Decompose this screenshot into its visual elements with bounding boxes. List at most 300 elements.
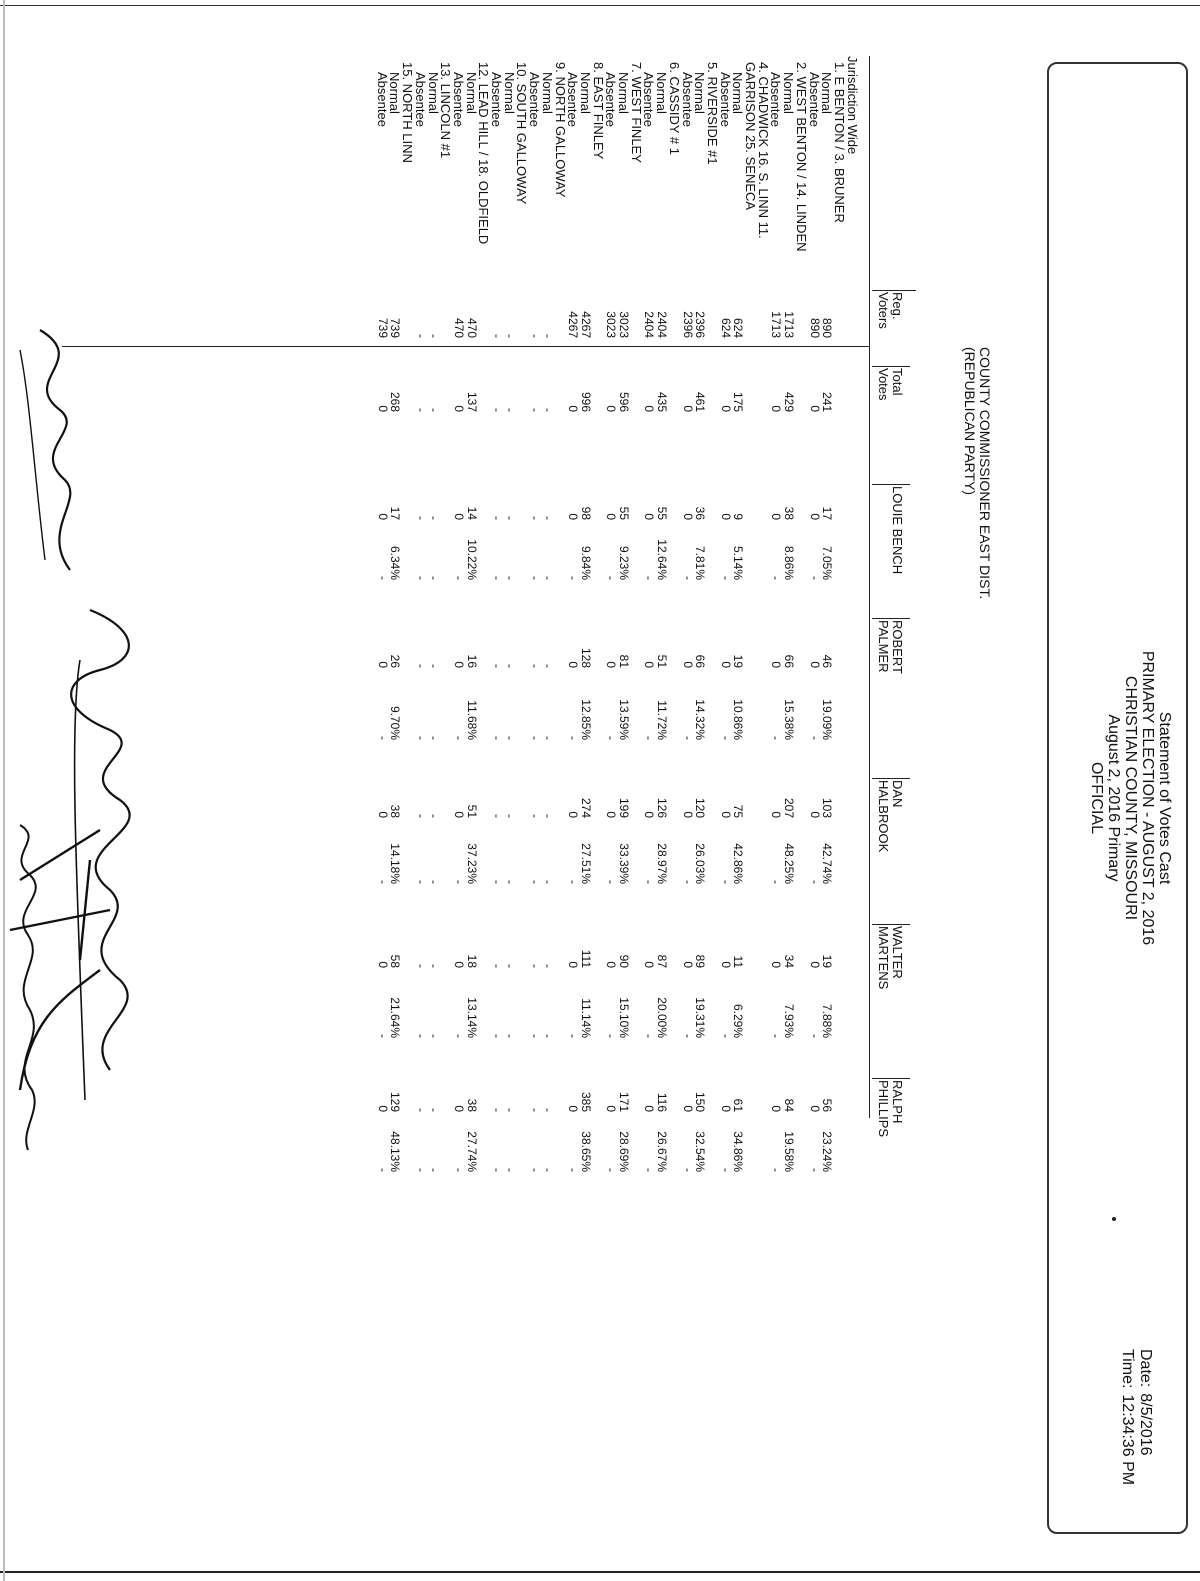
candidate-votes-cell: 0 [452, 513, 466, 520]
signature-robert-halbrook [5, 320, 100, 580]
candidate-percent-cell: - [680, 1168, 695, 1172]
candidate-percent-cell: - [769, 576, 784, 580]
vote-type-label: Normal [501, 72, 517, 114]
candidate-votes-cell: - [426, 1108, 441, 1112]
candidate-votes-cell: 0 [642, 961, 657, 968]
vote-type-label: Absentee [489, 72, 505, 127]
reg-voters-cell: 2404 [655, 311, 670, 338]
candidate-votes-cell: - [502, 664, 517, 668]
reg-voters-cell: 890 [820, 317, 835, 338]
candidate-percent-cell: - [718, 576, 733, 580]
candidate-votes-cell: - [540, 1108, 555, 1112]
col-header-walter-martens [876, 926, 904, 989]
col-header-ralph-phillips-line2: PHILLIPS [876, 1080, 891, 1138]
vote-type-label: Normal [781, 72, 797, 114]
candidate-percent-cell: - [413, 1034, 428, 1038]
candidate-percent-cell: 37.23% [464, 843, 479, 884]
candidate-votes-cell: 0 [566, 961, 581, 968]
reg-voters-cell: 739 [375, 317, 390, 338]
candidate-votes-cell: 0 [642, 811, 657, 818]
candidate-percent-cell: 19.09% [820, 699, 835, 740]
candidate-percent-cell: 28.69% [617, 1131, 632, 1172]
candidate-percent-cell: - [718, 1168, 733, 1172]
candidate-votes-cell: - [490, 664, 505, 668]
candidate-votes-cell: 0 [807, 811, 822, 818]
candidate-percent-cell: - [413, 1168, 428, 1172]
candidate-votes-cell: 0 [807, 513, 822, 520]
precinct-label: 12. LEAD HILL / 18. OLDFIELD [476, 62, 492, 245]
candidate-votes-cell: 38 [782, 506, 797, 520]
total-votes-cell: 0 [566, 405, 581, 412]
total-votes-cell: 0 [604, 405, 619, 412]
candidate-percent-cell: - [452, 1168, 466, 1172]
candidate-percent-cell: 6.34% [388, 545, 403, 580]
col-header-louie-bench-name: LOUIE BENCH [890, 486, 905, 575]
col-header-ralph-phillips-line1: RALPH [890, 1080, 905, 1124]
candidate-votes-cell: 51 [655, 654, 670, 668]
candidate-percent-cell: 12.64% [655, 539, 670, 580]
candidate-votes-cell: 120 [693, 797, 708, 818]
candidate-votes-cell: 0 [680, 1105, 695, 1112]
candidate-percent-cell: 11.14% [579, 998, 593, 1038]
candidate-votes-cell: 0 [604, 513, 619, 520]
col-divider [872, 484, 910, 485]
candidate-percent-cell: 13.14% [464, 997, 479, 1038]
candidate-percent-cell: 10.22% [464, 539, 479, 580]
candidate-percent-cell: - [718, 736, 733, 740]
candidate-votes-cell: 0 [718, 661, 733, 668]
total-votes-cell: 0 [452, 405, 466, 412]
candidate-percent-cell: 32.54% [693, 1131, 708, 1172]
candidate-percent-cell: - [426, 1034, 441, 1038]
election-date: August 2, 2016 Primary [1105, 714, 1122, 882]
candidate-votes-cell: 9 [731, 513, 746, 520]
candidate-percent-cell: - [566, 1168, 581, 1172]
candidate-percent-cell: 42.86% [731, 843, 746, 884]
candidate-percent-cell: - [807, 880, 822, 884]
candidate-percent-cell: - [807, 1034, 822, 1038]
candidate-percent-cell: - [502, 1034, 517, 1038]
candidate-votes-cell: - [502, 516, 517, 520]
candidate-votes-cell: 75 [731, 804, 746, 818]
candidate-votes-cell: 66 [782, 654, 797, 668]
candidate-percent-cell: 13.59% [617, 699, 632, 740]
candidate-votes-cell: - [426, 814, 441, 818]
candidate-percent-cell: - [540, 880, 555, 884]
candidate-percent-cell: 10.86% [731, 699, 746, 740]
candidate-percent-cell: - [807, 1168, 822, 1172]
vote-type-label: Absentee [527, 72, 543, 127]
reg-voters-cell: 2404 [642, 311, 657, 338]
candidate-percent-cell: 20.00% [655, 997, 670, 1038]
candidate-percent-cell: - [502, 736, 517, 740]
total-votes-cell: - [413, 408, 428, 412]
candidate-votes-cell: 0 [769, 513, 784, 520]
precinct-label: GARRISON 25. SENECA [743, 62, 759, 211]
candidate-votes-cell: 0 [604, 961, 619, 968]
candidate-percent-cell: 7.05% [820, 545, 835, 580]
reg-voters-cell: 4267 [579, 311, 593, 338]
reg-voters-cell: 2396 [680, 311, 695, 338]
candidate-votes-cell: - [528, 516, 543, 520]
vote-type-label: Absentee [717, 72, 733, 127]
col-divider [872, 924, 910, 925]
vote-type-label: Absentee [374, 72, 390, 127]
candidate-votes-cell: - [413, 964, 428, 968]
date-label: Date: [1137, 1349, 1154, 1388]
col-header-walter-martens-line1: WALTER [890, 926, 905, 979]
candidate-votes-cell: 14 [464, 506, 479, 520]
candidate-votes-cell: 61 [731, 1098, 746, 1112]
candidate-votes-cell: 0 [452, 661, 466, 668]
candidate-percent-cell: - [426, 576, 441, 580]
candidate-votes-cell: 0 [807, 961, 822, 968]
candidate-percent-cell: - [452, 576, 466, 580]
col-divider [872, 366, 910, 367]
reg-voters-cell: - [426, 334, 441, 338]
col-divider [872, 778, 910, 779]
candidate-votes-cell: - [426, 516, 441, 520]
candidate-votes-cell: 0 [680, 811, 695, 818]
candidate-percent-cell: - [680, 736, 695, 740]
candidate-votes-cell: 0 [566, 661, 581, 668]
vote-type-label: Normal [463, 72, 479, 114]
candidate-percent-cell: - [540, 1168, 555, 1172]
candidate-percent-cell: - [718, 1034, 733, 1038]
candidate-percent-cell: 27.51% [579, 843, 593, 884]
total-votes-cell: 0 [807, 405, 822, 412]
report-time [1119, 1349, 1135, 1485]
col-header-reg-line1: Reg. [890, 292, 905, 320]
vote-type-label: Normal [539, 72, 555, 114]
candidate-votes-cell: - [540, 814, 555, 818]
candidate-votes-cell: - [502, 1108, 517, 1112]
candidate-votes-cell: 55 [655, 506, 670, 520]
col-header-ralph-phillips [876, 1080, 904, 1137]
candidate-votes-cell: 0 [375, 811, 390, 818]
candidate-votes-cell: - [413, 664, 428, 668]
candidate-percent-cell: - [807, 576, 822, 580]
table-left-rule [62, 346, 870, 347]
reg-voters-cell: 1713 [782, 311, 797, 338]
candidate-percent-cell: - [642, 736, 657, 740]
candidate-percent-cell: 5.14% [731, 545, 746, 580]
candidate-votes-cell: 0 [769, 1105, 784, 1112]
candidate-percent-cell: 48.25% [782, 843, 797, 884]
candidate-votes-cell: 0 [604, 661, 619, 668]
col-header-total-votes [876, 368, 904, 401]
candidate-votes-cell: 0 [680, 513, 695, 520]
candidate-votes-cell: 0 [718, 811, 733, 818]
candidate-votes-cell: 0 [807, 1105, 822, 1112]
candidate-votes-cell: 26 [388, 654, 403, 668]
candidate-percent-cell: - [452, 1034, 466, 1038]
total-votes-cell: 268 [388, 391, 403, 412]
candidate-percent-cell: - [718, 880, 733, 884]
vote-type-label: Normal [692, 72, 708, 114]
col-header-dan-halbrook-line1: DAN [890, 780, 905, 808]
candidate-votes-cell: - [413, 1108, 428, 1112]
candidate-percent-cell: 27.74% [464, 1131, 479, 1172]
reg-voters-cell: 624 [731, 317, 746, 338]
candidate-percent-cell: - [452, 736, 466, 740]
vote-type-label: Normal [425, 72, 441, 114]
candidate-votes-cell: 126 [655, 797, 670, 818]
candidate-votes-cell: 0 [642, 1105, 657, 1112]
vote-type-label: Normal [730, 72, 746, 114]
candidate-votes-cell: - [528, 664, 543, 668]
vote-type-label: Normal [819, 72, 835, 114]
candidate-percent-cell: 7.88% [820, 1003, 835, 1038]
candidate-percent-cell: - [642, 880, 657, 884]
col-header-robert-palmer-line1: ROBERT [890, 620, 905, 674]
candidate-votes-cell: 84 [782, 1098, 797, 1112]
candidate-percent-cell: - [452, 880, 466, 884]
candidate-percent-cell: - [528, 880, 543, 884]
candidate-votes-cell: - [528, 1108, 543, 1112]
candidate-votes-cell: 207 [782, 797, 797, 818]
candidate-votes-cell: 51 [464, 804, 479, 818]
total-votes-cell: 435 [655, 391, 670, 412]
candidate-percent-cell: - [769, 1168, 784, 1172]
reg-voters-cell: 739 [388, 317, 403, 338]
candidate-percent-cell: - [426, 1168, 441, 1172]
candidate-percent-cell: 34.86% [731, 1131, 746, 1172]
vote-type-label: Normal [578, 72, 593, 114]
reg-voters-cell: - [528, 334, 543, 338]
candidate-percent-cell: 11.68% [464, 700, 479, 740]
candidate-votes-cell: 0 [642, 513, 657, 520]
candidate-percent-cell: - [642, 576, 657, 580]
candidate-percent-cell: 14.32% [693, 699, 708, 740]
candidate-percent-cell: - [528, 736, 543, 740]
contest-title: COUNTY COMMISSIONER EAST DIST. [977, 347, 993, 600]
candidate-votes-cell: 274 [579, 797, 593, 818]
reg-voters-cell: 624 [718, 317, 733, 338]
candidate-percent-cell: 23.24% [820, 1131, 835, 1172]
total-votes-cell: 461 [693, 391, 708, 412]
vote-type-label: Normal [387, 72, 403, 114]
candidate-votes-cell: 66 [693, 654, 708, 668]
candidate-votes-cell: 0 [375, 1105, 390, 1112]
candidate-votes-cell: 0 [807, 661, 822, 668]
candidate-percent-cell: - [502, 576, 517, 580]
precinct-label: 7. WEST FINLEY [628, 62, 644, 163]
reg-voters-cell: - [540, 334, 555, 338]
candidate-votes-cell: 0 [566, 1105, 581, 1112]
candidate-percent-cell: 6.29% [731, 1003, 746, 1038]
candidate-votes-cell: - [502, 814, 517, 818]
total-votes-cell: - [490, 408, 505, 412]
reg-voters-cell: 4267 [566, 311, 581, 338]
candidate-votes-cell: 385 [579, 1091, 593, 1112]
precinct-label: 5. RIVERSIDE #1 [705, 62, 720, 165]
total-votes-cell: - [528, 408, 543, 412]
precinct-label: 8. EAST FINLEY [590, 62, 606, 160]
candidate-votes-cell: - [540, 964, 555, 968]
candidate-percent-cell: - [490, 1034, 505, 1038]
report-header [1047, 62, 1188, 1534]
candidate-votes-cell: 58 [388, 954, 403, 968]
candidate-votes-cell: 111 [579, 949, 593, 968]
total-votes-cell: 0 [375, 405, 390, 412]
vote-type-label: Absentee [412, 72, 428, 127]
candidate-percent-cell: - [540, 1034, 555, 1038]
candidate-votes-cell: 0 [680, 961, 695, 968]
candidate-votes-cell: 81 [617, 654, 632, 668]
candidate-votes-cell: 38 [464, 1098, 479, 1112]
total-votes-cell: - [502, 408, 517, 412]
candidate-votes-cell: 0 [375, 961, 390, 968]
total-votes-cell: 0 [769, 405, 784, 412]
time-label: Time: [1119, 1349, 1136, 1389]
candidate-percent-cell: 8.86% [782, 545, 797, 580]
official-label: OFFICIAL [1088, 761, 1105, 834]
col-header-walter-martens-line2: MARTENS [876, 926, 891, 990]
candidate-votes-cell: 19 [820, 954, 835, 968]
candidate-percent-cell: - [426, 736, 441, 740]
candidate-percent-cell: 9.23% [617, 545, 632, 580]
vote-type-label: Normal [654, 72, 670, 114]
candidate-percent-cell: 21.64% [388, 997, 403, 1038]
candidate-votes-cell: - [413, 516, 428, 520]
candidate-votes-cell: 16 [464, 654, 479, 668]
reg-voters-cell: 2396 [693, 311, 708, 338]
candidate-percent-cell: 26.67% [655, 1131, 670, 1172]
col-divider [872, 1078, 910, 1079]
reg-voters-cell: 1713 [769, 311, 784, 338]
precinct-label: 15. NORTH LINN [400, 62, 416, 163]
precinct-label: 10. SOUTH GALLOWAY [514, 62, 530, 205]
contest-party: (REPUBLICAN PARTY) [962, 347, 978, 496]
candidate-votes-cell: 34 [782, 954, 797, 968]
vote-type-label: Normal [616, 72, 632, 114]
reg-voters-cell: 890 [807, 317, 822, 338]
candidate-votes-cell: 0 [452, 961, 466, 968]
candidate-percent-cell: - [566, 880, 581, 884]
candidate-percent-cell: - [528, 576, 543, 580]
candidate-votes-cell: 36 [693, 506, 708, 520]
candidate-percent-cell: 48.13% [388, 1131, 403, 1172]
candidate-percent-cell: - [490, 1168, 505, 1172]
report-title: Statement of Votes Cast [1156, 711, 1173, 885]
candidate-percent-cell: - [413, 880, 428, 884]
candidate-votes-cell: 0 [718, 1105, 733, 1112]
candidate-percent-cell: 14.18% [388, 843, 403, 884]
election-name: PRIMARY ELECTION - AUGUST 2, 2016 [1139, 650, 1156, 946]
candidate-percent-cell: - [413, 576, 428, 580]
vote-type-label: Absentee [641, 72, 657, 127]
candidate-percent-cell: - [375, 736, 390, 740]
candidate-percent-cell: - [642, 1034, 657, 1038]
precinct-label: 4. CHADWICK 16. S. LINN 11. [755, 62, 771, 239]
candidate-votes-cell: - [426, 664, 441, 668]
header-rule [869, 56, 870, 1118]
candidate-percent-cell: 7.93% [782, 1003, 797, 1038]
candidate-percent-cell: - [426, 880, 441, 884]
precinct-label: 9. NORTH GALLOWAY [552, 62, 568, 198]
col-header-reg-line2: Voters [876, 292, 891, 329]
vote-type-label: Absentee [603, 72, 619, 127]
reg-voters-cell: 470 [452, 317, 466, 338]
candidate-percent-cell: - [540, 576, 555, 580]
candidate-votes-cell: - [540, 516, 555, 520]
candidate-votes-cell: - [528, 964, 543, 968]
candidate-votes-cell: 0 [604, 1105, 619, 1112]
candidate-percent-cell: - [528, 1034, 543, 1038]
candidate-votes-cell: 199 [617, 797, 632, 818]
candidate-votes-cell: 11 [731, 955, 746, 968]
candidate-votes-cell: 0 [769, 811, 784, 818]
reg-voters-cell: - [413, 334, 428, 338]
candidate-votes-cell: 0 [769, 961, 784, 968]
candidate-votes-cell: 0 [452, 811, 466, 818]
candidate-percent-cell: - [680, 880, 695, 884]
candidate-percent-cell: - [502, 880, 517, 884]
candidate-votes-cell: 0 [375, 661, 390, 668]
candidate-votes-cell: 19 [731, 654, 746, 668]
candidate-votes-cell: 0 [680, 661, 695, 668]
candidate-percent-cell: - [604, 1168, 619, 1172]
candidate-percent-cell: 15.38% [782, 699, 797, 740]
candidate-percent-cell: - [604, 880, 619, 884]
candidate-percent-cell: 28.97% [655, 843, 670, 884]
vote-type-label: Absentee [565, 72, 581, 127]
candidate-votes-cell: 18 [464, 954, 479, 968]
candidate-votes-cell: 0 [452, 1105, 466, 1112]
precinct-label: 6. CASSIDY # 1 [666, 62, 682, 155]
candidate-percent-cell: - [642, 1168, 657, 1172]
candidate-percent-cell: - [502, 1168, 517, 1172]
candidate-votes-cell: 90 [617, 954, 632, 968]
candidate-percent-cell: 15.10% [617, 997, 632, 1038]
col-header-robert-palmer-line2: PALMER [876, 620, 891, 673]
reg-voters-cell: 3023 [617, 311, 632, 338]
candidate-votes-cell: 38 [388, 804, 403, 818]
candidate-votes-cell: - [490, 964, 505, 968]
col-header-dan-halbrook-line2: HALBROOK [876, 780, 891, 853]
candidate-votes-cell: 46 [820, 654, 835, 668]
col-header-louie-bench [890, 486, 904, 574]
candidate-votes-cell: 89 [693, 954, 708, 968]
candidate-votes-cell: 150 [693, 1091, 708, 1112]
vote-type-label: Absentee [451, 72, 466, 127]
candidate-votes-cell: 116 [655, 1092, 670, 1112]
candidate-percent-cell: - [680, 576, 695, 580]
candidate-percent-cell: - [604, 576, 619, 580]
reg-voters-cell: - [502, 334, 517, 338]
total-votes-cell: 137 [464, 391, 479, 412]
total-votes-cell: 175 [731, 391, 746, 412]
candidate-votes-cell: - [426, 964, 441, 968]
county-name: CHRISTIAN COUNTY, MISSOURI [1122, 675, 1139, 921]
col-divider [872, 618, 910, 619]
candidate-percent-cell: - [807, 736, 822, 740]
candidate-votes-cell: 171 [617, 1091, 632, 1112]
total-votes-cell: 996 [579, 391, 593, 412]
candidate-percent-cell: - [769, 736, 784, 740]
candidate-votes-cell: 0 [718, 513, 733, 520]
total-votes-cell: - [426, 408, 441, 412]
precinct-label: 13. LINCOLN #1 [438, 62, 454, 159]
reg-voters-cell: 3023 [604, 311, 619, 338]
candidate-percent-cell: 38.65% [579, 1131, 593, 1172]
candidate-votes-cell: - [540, 664, 555, 668]
candidate-percent-cell: - [604, 1034, 619, 1038]
date-value: 8/5/2016 [1137, 1393, 1154, 1456]
candidate-percent-cell: - [540, 736, 555, 740]
candidate-percent-cell: - [490, 880, 505, 884]
